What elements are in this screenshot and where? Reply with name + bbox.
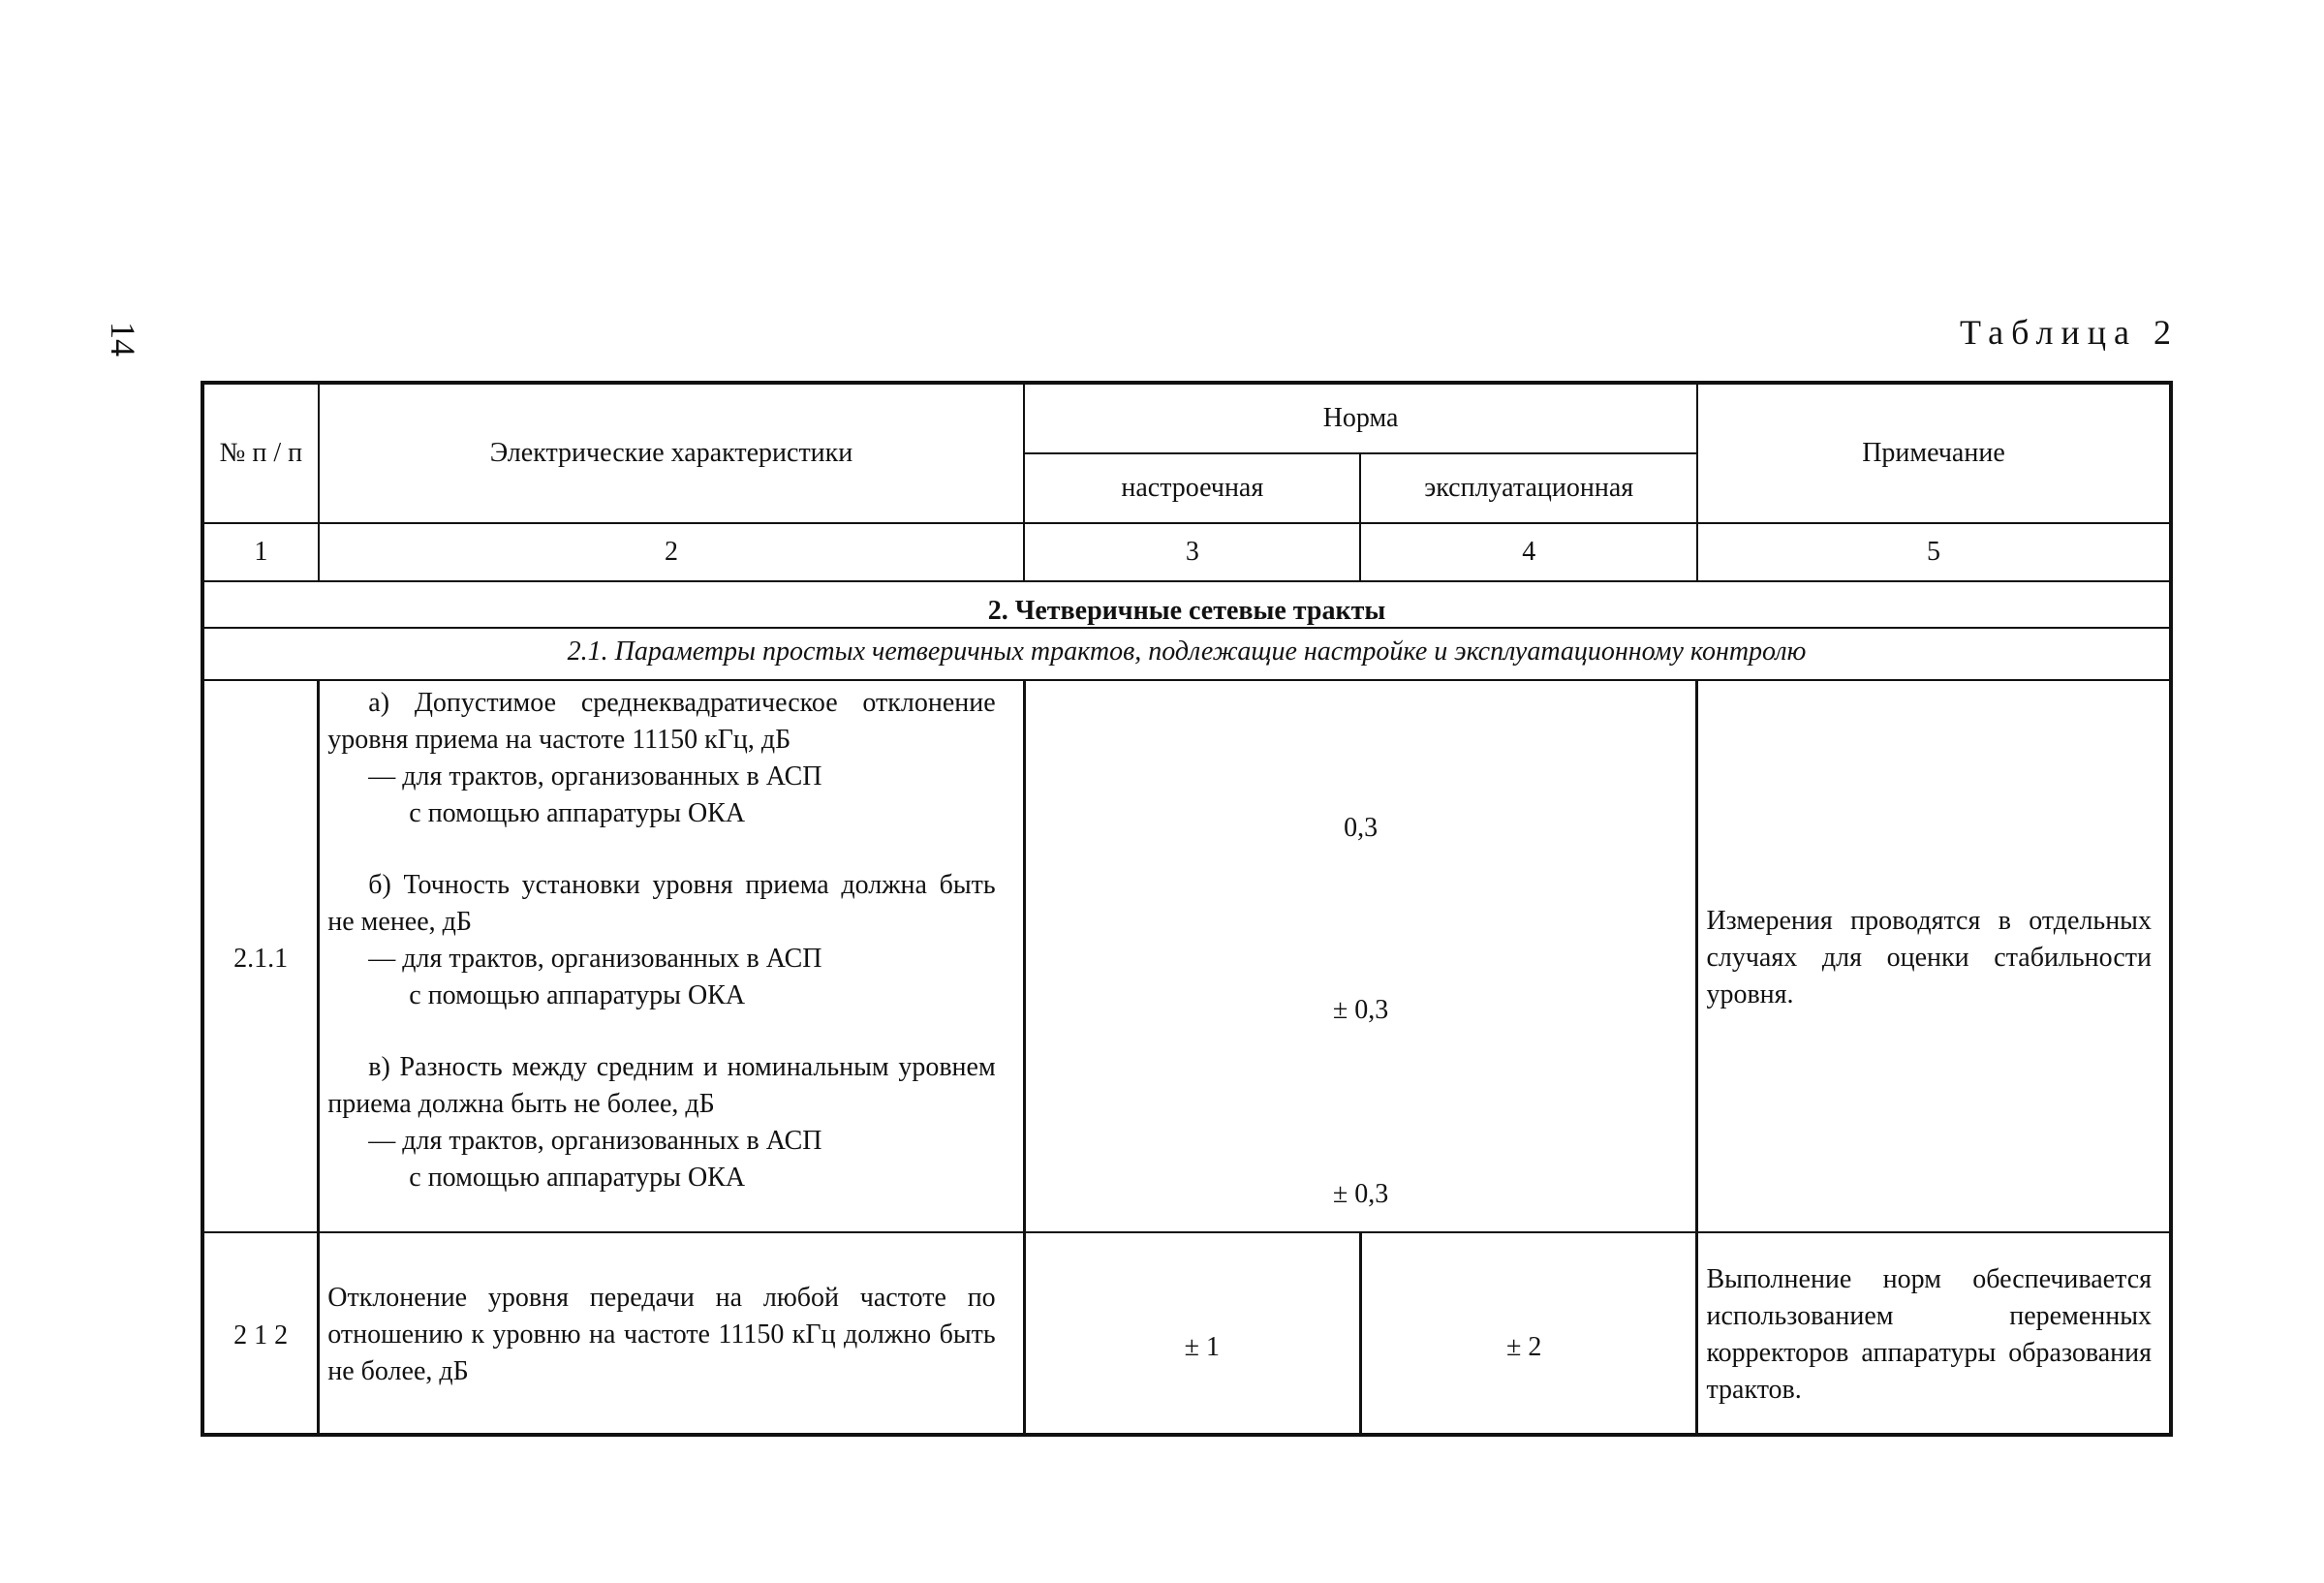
row-number: 2 1 2	[202, 1232, 319, 1435]
item-b-value: ± 0,3	[1332, 995, 1389, 1025]
norms-table	[201, 381, 2173, 1437]
header-norm-oper: эксплуатационная	[1360, 453, 1697, 523]
section-title: 2. Четверичные сетевые тракты	[202, 581, 2171, 628]
col-number-3: 3	[1024, 523, 1360, 581]
col-number-1: 1	[202, 523, 319, 581]
value-oper-text: ± 2	[1506, 1332, 1542, 1362]
item-a-value: 0,3	[1344, 813, 1379, 843]
table-row	[202, 1232, 2171, 1435]
value-setup	[1024, 1232, 1360, 1435]
item-a-line: — для трактов, организованных в АСП	[368, 761, 822, 792]
item-c-title: в) Разность между средним и номинальным уровнем приема должна быть не более, дБ	[327, 1052, 996, 1119]
header-no: № п / п	[202, 383, 319, 523]
table-caption: Таблица 2	[1960, 313, 2179, 352]
item-c-value: ± 0,3	[1332, 1179, 1389, 1209]
item-a-line2: с помощью аппаратуры ОКА	[409, 798, 746, 828]
row-text: Отклонение уровня передачи на любой частоте по отношению к уровню на частоте 11150 кГц должно быть не более, дБ	[319, 1232, 1024, 1435]
row-note: Выполнение норм обеспечивается использованием переменных корректоров аппаратуры образования трактов.	[1697, 1232, 2171, 1435]
page-number: 14	[104, 322, 142, 357]
header-characteristics: Электрические характеристики	[319, 383, 1024, 523]
header-norm-setup: настроечная	[1024, 453, 1360, 523]
item-c-line: — для трактов, организованных в АСП	[368, 1126, 822, 1156]
header-norm: Норма	[1024, 383, 1697, 453]
value-setup-text: ± 1	[1184, 1332, 1220, 1362]
row-text	[319, 680, 1024, 1232]
item-b-line2: с помощью аппаратуры ОКА	[409, 980, 746, 1010]
row-number: 2.1.1	[202, 680, 319, 1232]
item-a-title: а) Допустимое среднеквадратическое отклонение уровня приема на частоте 11150 кГц, дБ	[327, 688, 996, 755]
table-row	[202, 680, 2171, 1232]
item-c-line2: с помощью аппаратуры ОКА	[409, 1163, 746, 1193]
value-oper	[1360, 1232, 1697, 1435]
item-b-line: — для трактов, организованных в АСП	[368, 944, 822, 974]
header-note: Примечание	[1697, 383, 2171, 523]
col-number-2: 2	[319, 523, 1024, 581]
col-number-4: 4	[1360, 523, 1697, 581]
row-values	[1024, 680, 1697, 1232]
row-note: Измерения проводятся в отдельных случаях для оценки стабильности уровня.	[1697, 680, 2171, 1232]
item-b-title: б) Точность установки уровня приема должна быть не менее, дБ	[327, 870, 996, 937]
col-number-5: 5	[1697, 523, 2171, 581]
subsection-title: 2.1. Параметры простых четверичных трактов, подлежащие настройке и эксплуатационному контролю	[202, 628, 2171, 680]
